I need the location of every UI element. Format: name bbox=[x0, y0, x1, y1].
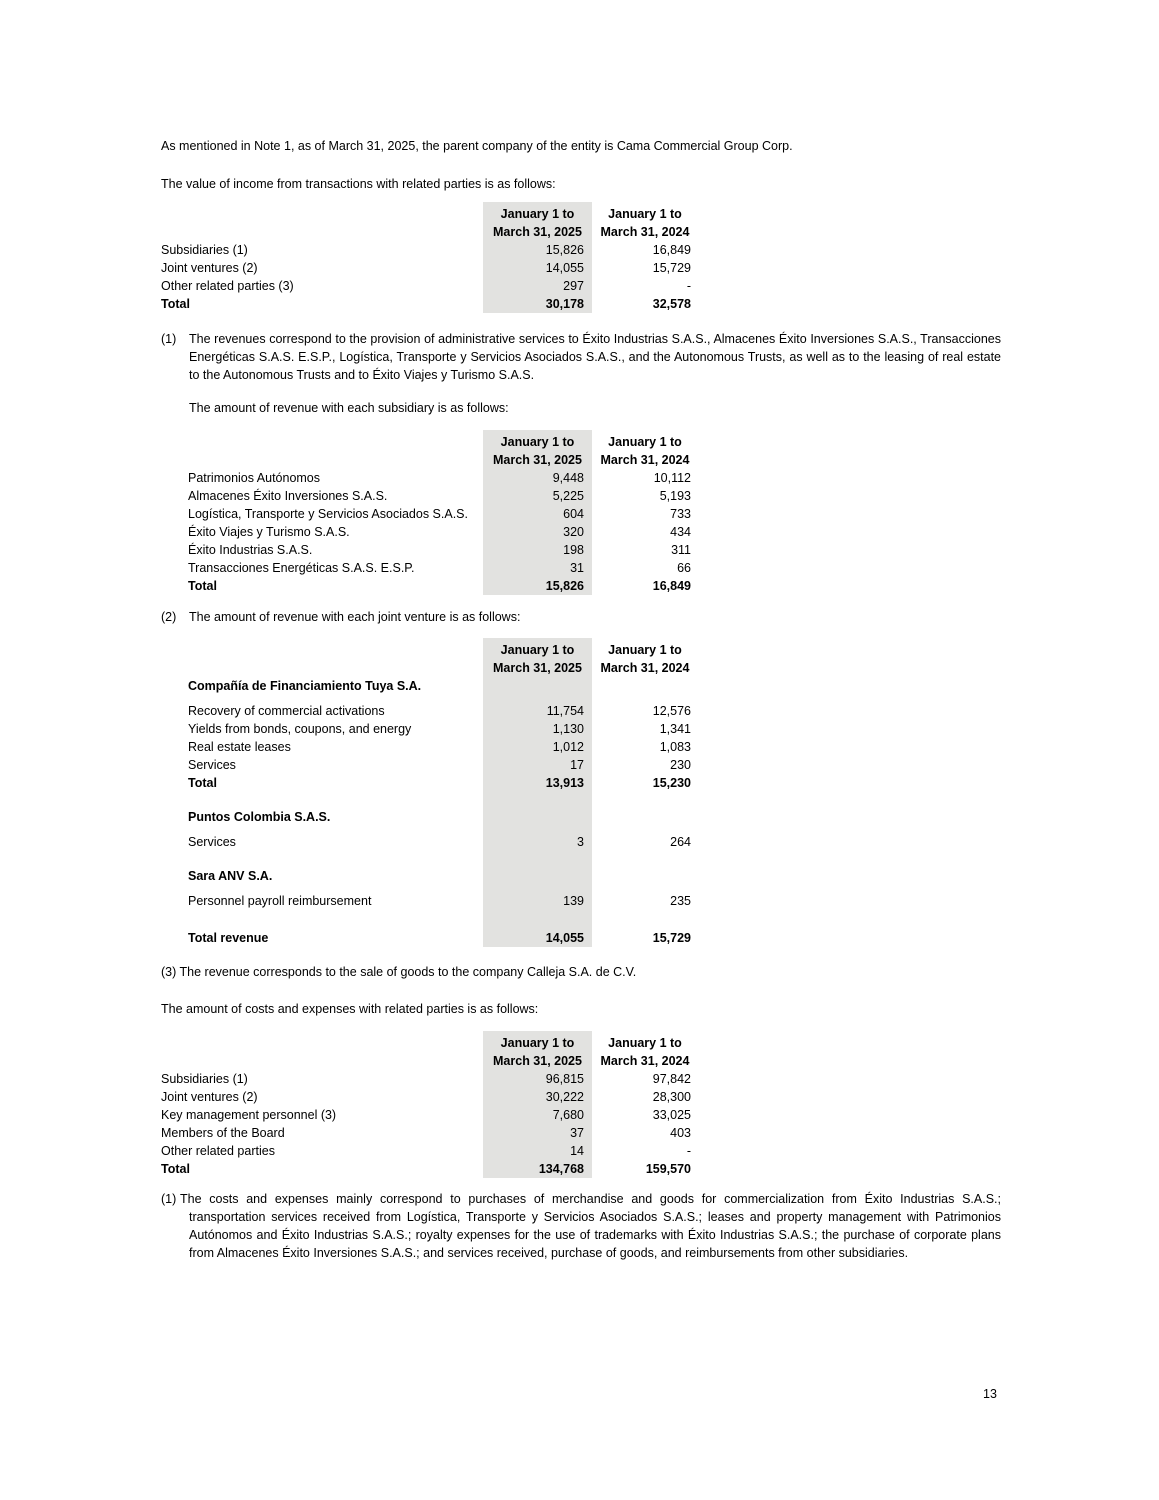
row-label: Real estate leases bbox=[188, 740, 291, 754]
group-title-sara-anv: Sara ANV S.A. bbox=[188, 869, 273, 883]
total-revenue-2025: 14,055 bbox=[483, 929, 592, 947]
empty-header-cell bbox=[161, 202, 483, 241]
row-label: Éxito Industrias S.A.S. bbox=[188, 543, 313, 557]
value-2024: 97,842 bbox=[652, 1072, 691, 1086]
value-2024: 230 bbox=[670, 758, 691, 772]
subsidiary-intro-paragraph: The amount of revenue with each subsidiary is as follows: bbox=[189, 401, 509, 415]
column-header-2025 bbox=[483, 202, 592, 241]
row-label: Joint ventures (2) bbox=[161, 1090, 258, 1104]
total-value-2024: 32,578 bbox=[652, 297, 691, 311]
value-2024: - bbox=[686, 1144, 691, 1158]
costs-intro-paragraph: The amount of costs and expenses with related parties is as follows: bbox=[161, 1002, 539, 1016]
row-label: Personnel payroll reimbursement bbox=[188, 894, 372, 908]
column-header-2025 bbox=[483, 638, 592, 677]
value-2024: 403 bbox=[670, 1126, 691, 1140]
period-line-1: January 1 to bbox=[500, 207, 575, 221]
row-label: Patrimonios Autónomos bbox=[188, 471, 321, 485]
value-2024: 434 bbox=[670, 525, 691, 539]
row-label: Éxito Viajes y Turismo S.A.S. bbox=[188, 525, 350, 539]
footnote-text: The amount of revenue with each joint venture is as follows: bbox=[189, 610, 521, 624]
subtotal-value-2024: 15,230 bbox=[652, 776, 691, 790]
value-2024: 1,341 bbox=[659, 722, 691, 736]
row-label: Yields from bonds, coupons, and energy bbox=[188, 722, 412, 736]
row-label: Logística, Transporte y Servicios Asociados S.A.S. bbox=[188, 507, 468, 521]
value-2024: 311 bbox=[671, 543, 691, 557]
row-label: Services bbox=[188, 835, 236, 849]
value-2025: 15,826 bbox=[483, 241, 592, 259]
subtotal-row-label: Total bbox=[188, 776, 217, 790]
page-number: 13 bbox=[983, 1387, 997, 1401]
row-label: Members of the Board bbox=[161, 1126, 285, 1140]
row-label: Other related parties bbox=[161, 1144, 275, 1158]
value-2024: 235 bbox=[670, 894, 691, 908]
value-2025: 14 bbox=[483, 1142, 592, 1160]
value-2024: 66 bbox=[677, 561, 691, 575]
value-2025: 5,225 bbox=[483, 487, 592, 505]
empty-header-cell bbox=[161, 430, 483, 469]
period-line-2: March 31, 2025 bbox=[493, 661, 582, 675]
income-by-party-table bbox=[161, 202, 1001, 313]
value-2025: 17 bbox=[483, 756, 592, 774]
total-value-2024: 159,570 bbox=[645, 1162, 691, 1176]
value-2025: 3 bbox=[483, 833, 592, 851]
revenue-by-subsidiary-table bbox=[161, 430, 1001, 595]
value-2025: 14,055 bbox=[483, 259, 592, 277]
intro-paragraph: As mentioned in Note 1, as of March 31, 2025, the parent company of the entity is Cama Commercial Group Corp. bbox=[161, 139, 793, 153]
period-line-1: January 1 to bbox=[500, 643, 575, 657]
value-2024: 12,576 bbox=[652, 704, 691, 718]
column-header-2024 bbox=[592, 638, 698, 677]
income-intro-paragraph: The value of income from transactions with related parties is as follows: bbox=[161, 177, 556, 191]
empty-header-cell bbox=[161, 1031, 483, 1070]
period-line-2: March 31, 2024 bbox=[600, 453, 690, 467]
group-title-tuya: Compañía de Financiamiento Tuya S.A. bbox=[188, 679, 422, 693]
row-label: Other related parties (3) bbox=[161, 279, 294, 293]
value-2024: 33,025 bbox=[652, 1108, 691, 1122]
period-line-1: January 1 to bbox=[608, 1036, 682, 1050]
footnote-text: The costs and expenses mainly correspond to purchases of merchandise and goods for commercialization from Éxito Industrias S.A.S.; transportation services received from Logística, Transporte y Servicios Asociados S.A.S.; leases and property management with Patrimonios Autónomos and Éxito Industrias S.A.S.; royalty expenses for the use of trademarks with Éxito Industrias S.A.S.; the purchase of corporate plans from Almacenes Éxito Inversiones S.A.S.; and services received, purchase of goods, and reimbursements from other subsidiaries. bbox=[180, 1192, 1001, 1260]
footnote-text: The revenues correspond to the provision of administrative services to Éxito Industrias S.A.S., Almacenes Éxito Inversiones S.A.S., Transacciones Energéticas S.A.S. E.S.P., Logística, Transporte y Servicios Asociados S.A.S., and the Autonomous Trusts, as well as to the leasing of real estate to the Autonomous Trusts and to Éxito Viajes y Turismo S.A.S. bbox=[189, 332, 1001, 382]
period-line-2: March 31, 2024 bbox=[600, 661, 690, 675]
total-value-2025: 30,178 bbox=[483, 295, 592, 313]
period-line-1: January 1 to bbox=[608, 435, 682, 449]
period-line-1: January 1 to bbox=[500, 435, 575, 449]
value-2025: 604 bbox=[483, 505, 592, 523]
total-row-label: Total bbox=[188, 579, 217, 593]
value-2025: 139 bbox=[483, 892, 592, 910]
period-line-1: January 1 to bbox=[608, 643, 682, 657]
value-2025: 7,680 bbox=[483, 1106, 592, 1124]
footnote-2-joint-ventures bbox=[161, 608, 1001, 626]
total-row-label: Total bbox=[161, 1162, 190, 1176]
total-revenue-label: Total revenue bbox=[188, 931, 269, 945]
value-2024: 733 bbox=[670, 507, 691, 521]
value-2025: 1,012 bbox=[483, 738, 592, 756]
column-header-2024 bbox=[592, 430, 698, 469]
column-header-2025 bbox=[483, 1031, 592, 1070]
period-line-1: January 1 to bbox=[608, 207, 682, 221]
value-2024: 10,112 bbox=[653, 471, 691, 485]
period-line-2: March 31, 2025 bbox=[493, 453, 582, 467]
row-label: Transacciones Energéticas S.A.S. E.S.P. bbox=[188, 561, 415, 575]
row-label: Subsidiaries (1) bbox=[161, 243, 248, 257]
value-2024: 264 bbox=[670, 835, 691, 849]
column-header-2025 bbox=[483, 430, 592, 469]
value-2025: 96,815 bbox=[483, 1070, 592, 1088]
period-line-2: March 31, 2025 bbox=[493, 1054, 582, 1068]
empty-header-cell bbox=[161, 638, 483, 677]
row-label: Key management personnel (3) bbox=[161, 1108, 337, 1122]
value-2025: 198 bbox=[483, 541, 592, 559]
footnote-1-costs bbox=[161, 1190, 1001, 1262]
total-revenue-2024: 15,729 bbox=[652, 931, 691, 945]
total-value-2025: 134,768 bbox=[483, 1160, 592, 1178]
value-2025: 9,448 bbox=[483, 469, 592, 487]
footnote-marker: (1) bbox=[161, 332, 177, 346]
revenue-by-joint-venture-table bbox=[161, 638, 1001, 947]
value-2025: 30,222 bbox=[483, 1088, 592, 1106]
period-line-2: March 31, 2025 bbox=[493, 225, 582, 239]
value-2025: 11,754 bbox=[483, 702, 592, 720]
footnote-1-revenues bbox=[161, 330, 1001, 384]
value-2025: 320 bbox=[483, 523, 592, 541]
document-body bbox=[161, 137, 1001, 1262]
value-2024: 15,729 bbox=[652, 261, 691, 275]
row-label: Joint ventures (2) bbox=[161, 261, 258, 275]
footnote-marker: (1) bbox=[161, 1192, 177, 1206]
value-2025: 31 bbox=[483, 559, 592, 577]
footnote-marker: (2) bbox=[161, 610, 177, 624]
total-value-2025: 15,826 bbox=[483, 577, 592, 595]
row-label: Almacenes Éxito Inversiones S.A.S. bbox=[188, 489, 388, 503]
total-value-2024: 16,849 bbox=[652, 579, 691, 593]
value-2025: 1,130 bbox=[483, 720, 592, 738]
row-label: Recovery of commercial activations bbox=[188, 704, 385, 718]
value-2025: 37 bbox=[483, 1124, 592, 1142]
period-line-2: March 31, 2024 bbox=[600, 225, 690, 239]
value-2024: - bbox=[686, 279, 691, 293]
period-line-2: March 31, 2024 bbox=[600, 1054, 690, 1068]
footnote-3-sale-of-goods: (3) The revenue corresponds to the sale of goods to the company Calleja S.A. de C.V. bbox=[161, 965, 637, 979]
column-header-2024 bbox=[592, 1031, 698, 1070]
value-2024: 5,193 bbox=[659, 489, 691, 503]
period-line-1: January 1 to bbox=[500, 1036, 575, 1050]
column-header-2024 bbox=[592, 202, 698, 241]
row-label: Services bbox=[188, 758, 236, 772]
value-2025: 297 bbox=[483, 277, 592, 295]
value-2024: 28,300 bbox=[652, 1090, 691, 1104]
value-2024: 16,849 bbox=[652, 243, 691, 257]
row-label: Subsidiaries (1) bbox=[161, 1072, 248, 1086]
total-row-label: Total bbox=[161, 297, 190, 311]
costs-by-party-table bbox=[161, 1031, 1001, 1178]
value-2024: 1,083 bbox=[659, 740, 691, 754]
group-title-puntos-colombia: Puntos Colombia S.A.S. bbox=[188, 810, 331, 824]
subtotal-value-2025: 13,913 bbox=[483, 774, 592, 792]
